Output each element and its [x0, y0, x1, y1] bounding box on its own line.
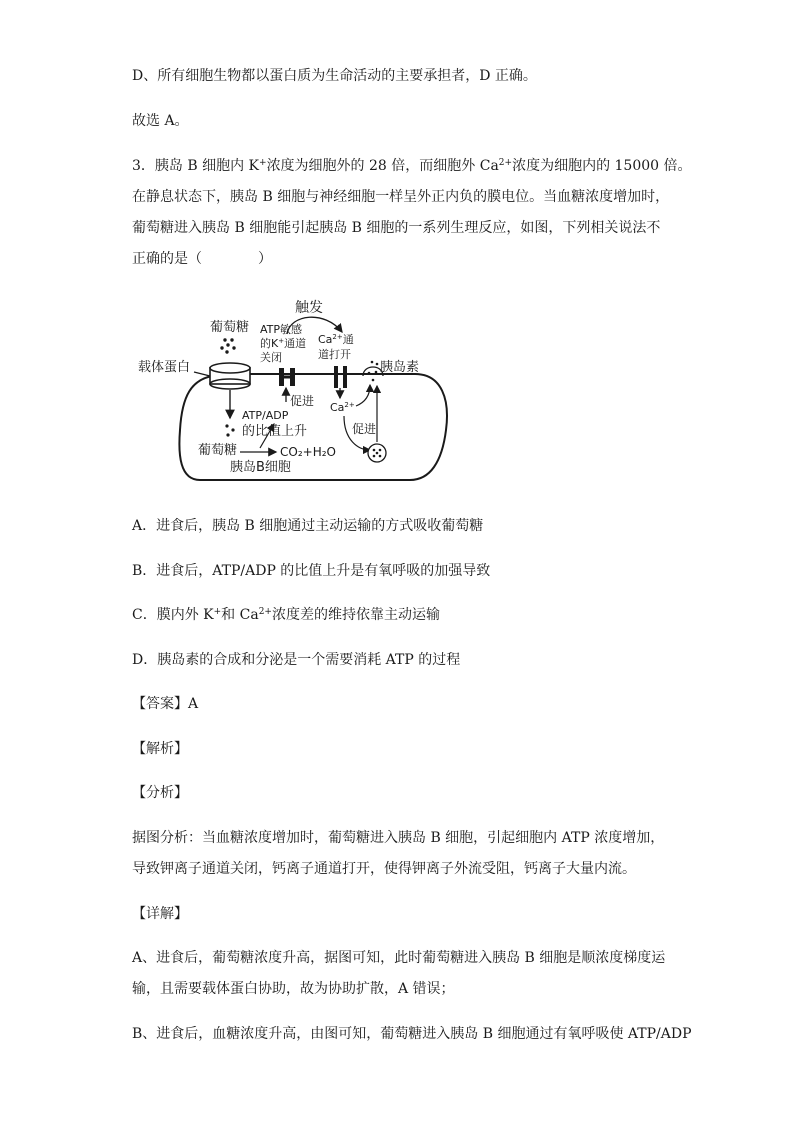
carrier-protein-icon	[210, 363, 250, 389]
ca-superscript-c: 2+	[258, 607, 272, 617]
option-c-part1: C．膜内外 K	[132, 607, 214, 623]
pancreatic-beta-cell-diagram	[130, 290, 450, 485]
answer-heading: 【答案】A	[132, 696, 199, 712]
detail-a-line-2: 输，且需要载体蛋白协助，故为协助扩散，A 错误；	[132, 981, 455, 997]
atp-adp-label: ATP/ADP	[242, 409, 289, 422]
question-3-line-1	[132, 156, 692, 176]
option-d: D．胰岛素的合成和分泌是一个需要消耗 ATP 的过程	[132, 652, 461, 668]
q3-text-part2: 浓度为细胞外的 28 倍，而细胞外 Ca	[266, 158, 499, 174]
carrier-label: 载体蛋白	[138, 360, 191, 375]
option-c-part3: 浓度差的维持依靠主动运输	[271, 607, 440, 623]
prev-answer-line: 故选 A。	[132, 113, 189, 129]
promote-label-1: 促进	[290, 394, 315, 408]
k-channel-closed-icon	[279, 368, 295, 386]
cell-membrane	[179, 374, 447, 480]
option-a: A．进食后，胰岛 B 细胞通过主动运输的方式吸收葡萄糖	[132, 518, 484, 534]
co2-h2o-label: CO₂+H₂O	[280, 445, 336, 459]
q3-text-part3: 浓度为细胞内的 15000 倍。	[512, 158, 692, 174]
beta-cell-label: 胰岛B细胞	[230, 460, 291, 475]
atp-sensitive-label-1: ATP敏感	[260, 323, 303, 336]
analysis-line-1: 据图分析：当血糖浓度增加时，葡萄糖进入胰岛 B 细胞，引起细胞内 ATP 浓度增加，	[132, 830, 665, 846]
detail-a-line-1: A、进食后，葡萄糖浓度升高，据图可知，此时葡萄糖进入胰岛 B 细胞是顺浓度梯度运	[132, 950, 666, 966]
question-3-line-4: 正确的是（ ）	[132, 251, 272, 267]
detail-b-line-1: B、进食后，血糖浓度升高，由图可知，葡萄糖进入胰岛 B 细胞通过有氧呼吸使 ATP/ADP	[132, 1026, 692, 1042]
option-c	[132, 605, 440, 625]
option-b: B．进食后，ATP/ADP 的比值上升是有氧呼吸的加强导致	[132, 563, 491, 579]
atp-sensitive-label-2: 的K+通道	[260, 337, 307, 350]
glucose-molecules-icon	[220, 338, 235, 353]
jiexi-heading: 【解析】	[132, 741, 188, 757]
ca-channel-label-1: $Ca^{2+}$通	[318, 333, 354, 346]
prev-option-d: D、所有细胞生物都以蛋白质为生命活动的主要承担者，D 正确。	[132, 68, 537, 84]
promote-label-2: 促进	[352, 422, 377, 436]
ratio-up-label: 的比值上升	[242, 424, 308, 439]
question-3-line-2: 在静息状态下，胰岛 B 细胞与神经细胞一样呈外正内负的膜电位。当血糖浓度增加时，	[132, 189, 670, 205]
k-superscript: +	[259, 158, 267, 168]
k-superscript-c: +	[213, 607, 222, 617]
detail-heading: 【详解】	[132, 906, 188, 922]
insulin-vesicle-inside-icon	[368, 444, 386, 462]
q3-text-part1: 3．胰岛 B 细胞内 K	[132, 158, 260, 174]
closed-label: 关闭	[260, 351, 282, 364]
trigger-label: 触发	[295, 300, 323, 316]
glucose-bottom-label: 葡萄糖	[198, 443, 238, 458]
option-c-part2: 和 Ca	[221, 607, 259, 623]
glucose-top-label: 葡萄糖	[210, 320, 250, 335]
ca-superscript: 2+	[498, 158, 513, 168]
ca-channel-open-icon	[334, 366, 347, 388]
fenxi-heading: 【分析】	[132, 785, 188, 801]
glucose-inside-icon	[225, 424, 234, 436]
ca-ion-label: $Ca^{2+}$	[330, 401, 355, 414]
insulin-label: 胰岛素	[380, 360, 420, 375]
ca-channel-label-2: 道打开	[318, 348, 351, 361]
analysis-line-2: 导致钾离子通道关闭，钙离子通道打开，使得钾离子外流受阻，钙离子大量内流。	[132, 861, 636, 877]
question-3-line-3: 葡萄糖进入胰岛 B 细胞能引起胰岛 B 细胞的一系列生理反应，如图，下列相关说法不	[132, 220, 661, 236]
